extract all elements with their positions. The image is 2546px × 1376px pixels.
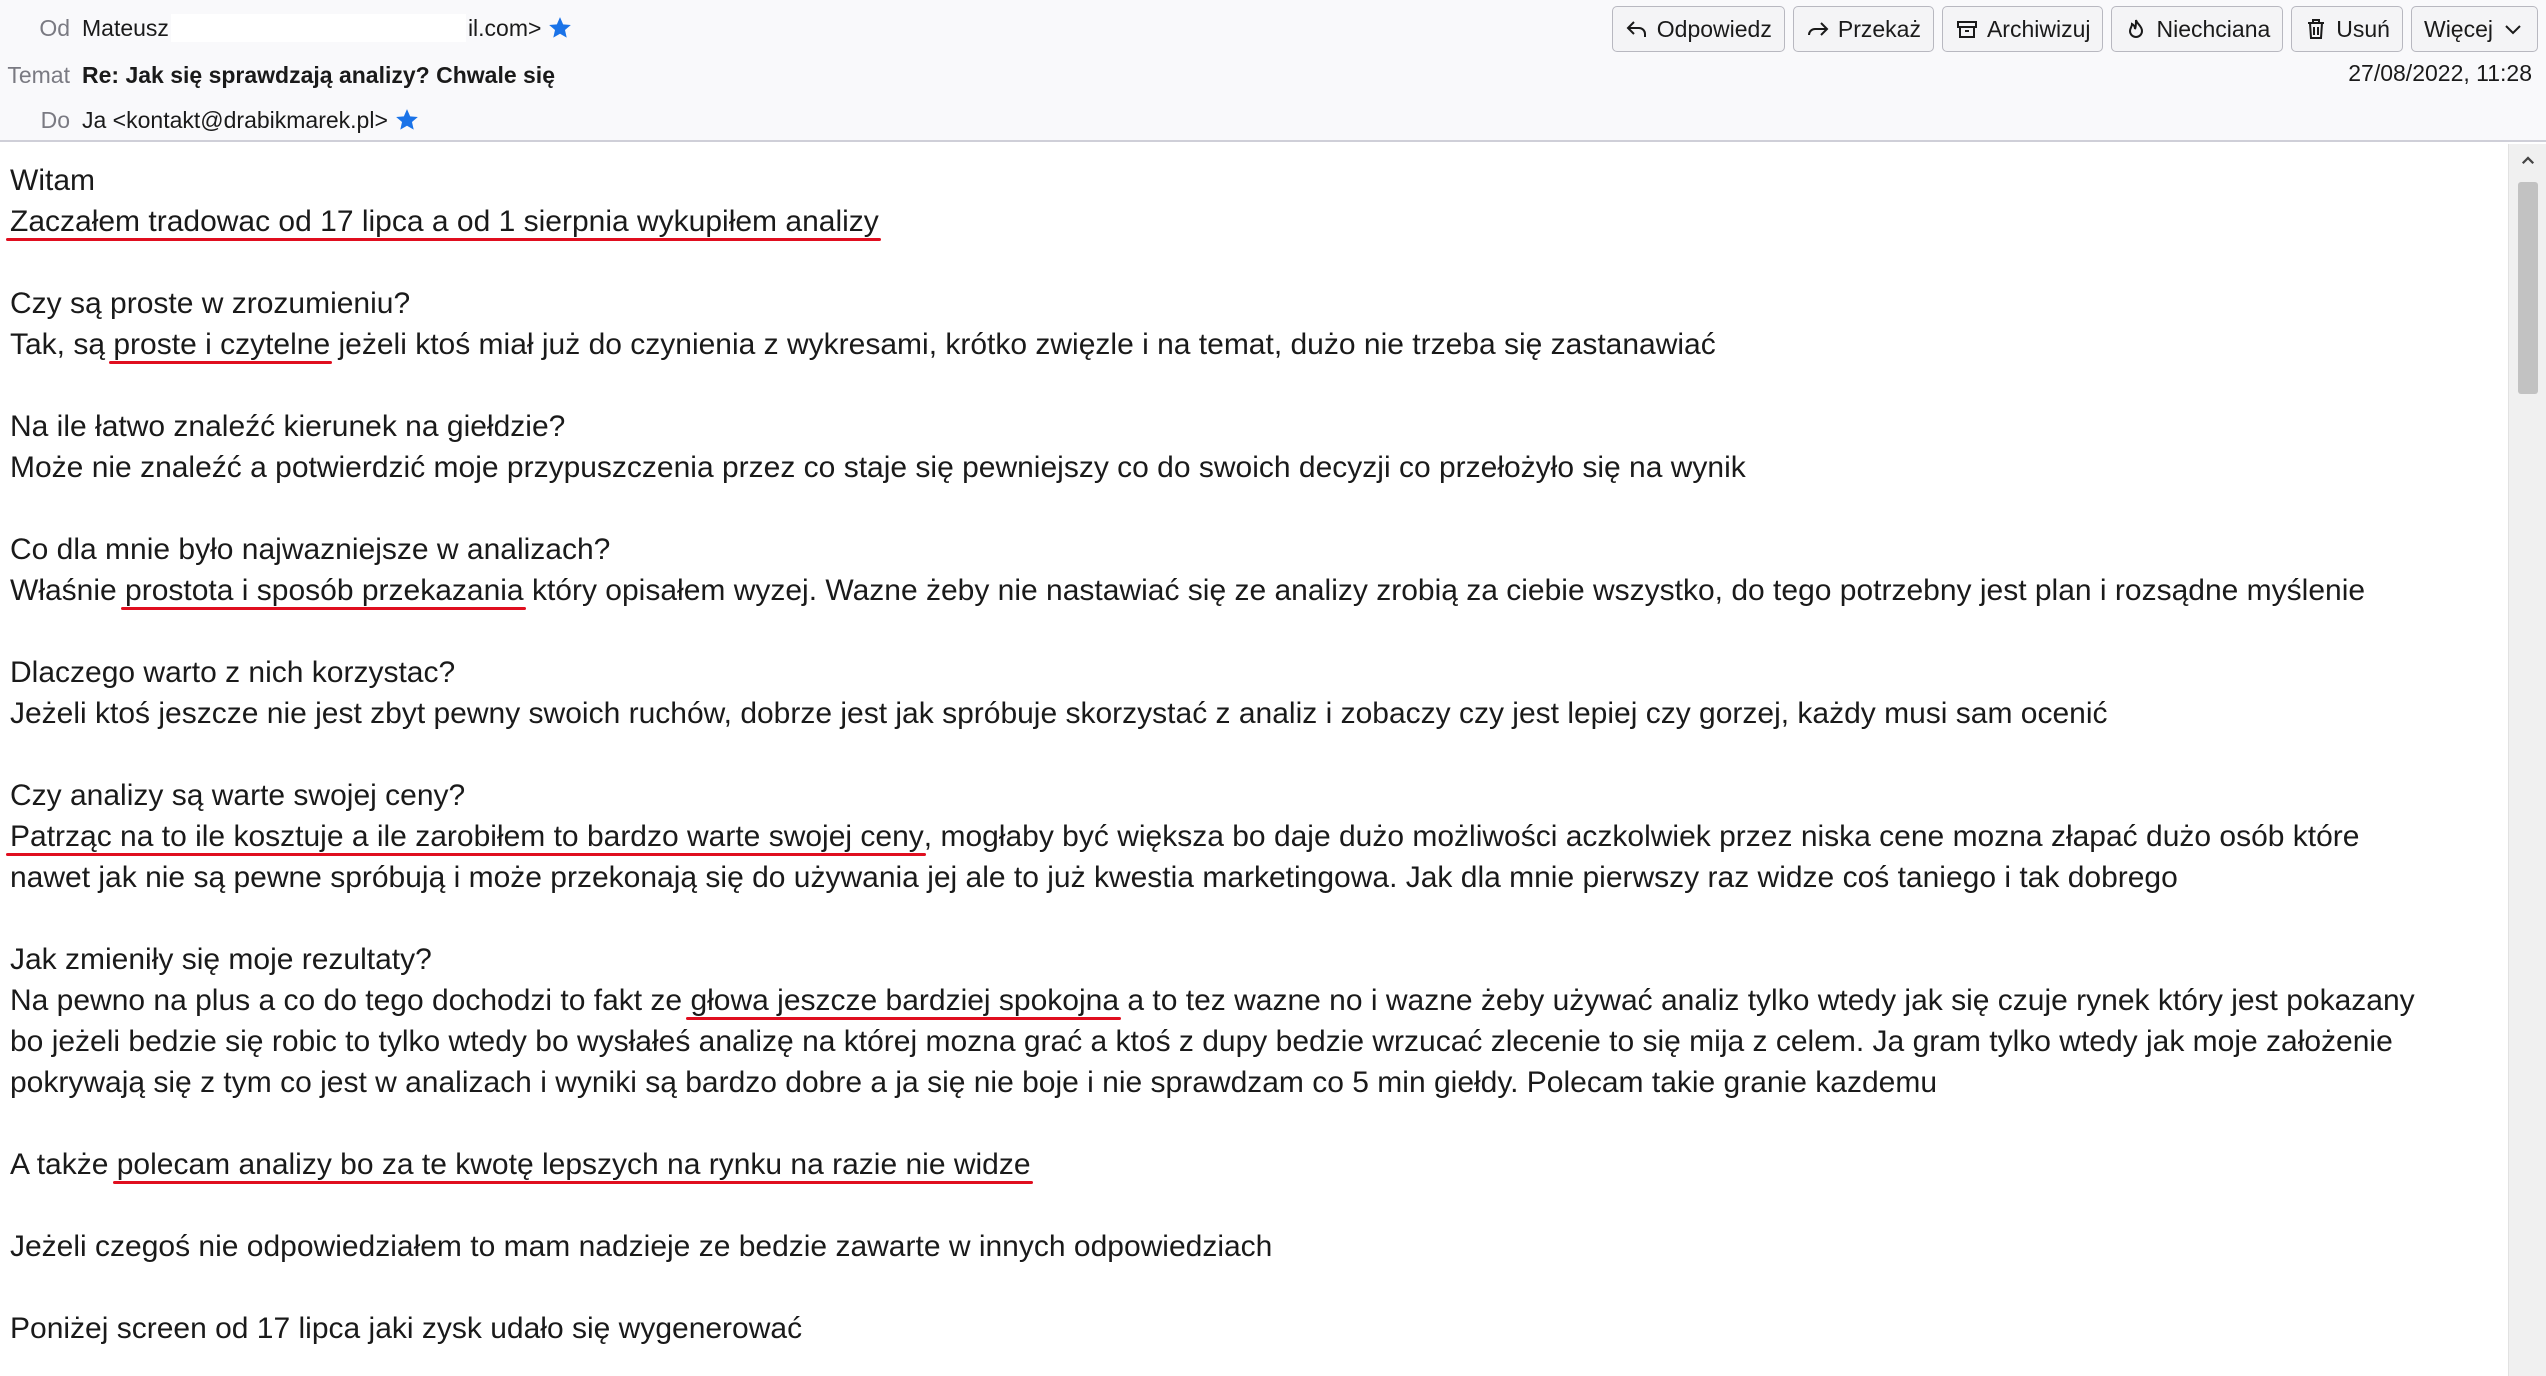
body-line: nawet jak nie są pewne spróbują i może przekonają się do używania jej ale to już kwestia marketingowa. Jak dla mnie pierwszy raz widze coś taniego i tak dobrego: [10, 861, 2178, 894]
to-label: Do: [40, 106, 70, 133]
delete-button[interactable]: [2291, 6, 2403, 52]
text-segment: a to tez wazne no i wazne żeby używać analiz tylko wtedy jak się czuje rynek który jest pokazany: [1119, 984, 2415, 1017]
chevron-up-icon: [2519, 152, 2537, 170]
more-label: Więcej: [2423, 15, 2493, 42]
subject-label: Temat: [7, 61, 70, 88]
from-label: Od: [39, 14, 70, 41]
subject-text: Re: Jak się sprawdzają analizy? Chwale się: [82, 61, 555, 88]
message-text: [10, 160, 2500, 1349]
body-line: [10, 201, 2500, 242]
blank-line: [10, 242, 2500, 283]
text-segment: , mogłaby być większa bo daje dużo możliwości aczkolwiek przez niska cene mozna złapać dużo osób które: [923, 820, 2360, 853]
chevron-down-icon: [2501, 17, 2525, 41]
blank-line: [10, 611, 2500, 652]
scroll-thumb[interactable]: [2518, 182, 2538, 394]
from-name[interactable]: Mateusz: [82, 14, 169, 41]
text-segment: Tak, są: [10, 328, 114, 361]
body-line: Jak zmieniły się moje rezultaty?: [10, 943, 432, 976]
blank-line: [10, 1267, 2500, 1308]
subject-row: [0, 55, 555, 95]
highlighted-text: prostota i sposób przekazania: [125, 570, 524, 611]
reply-button[interactable]: [1612, 6, 1785, 52]
delete-label: Usuń: [2336, 15, 2390, 42]
body-line: bo jeżeli bedzie się robic to tylko wtedy bo wysłałeś analizę na której mozna grać a ktoś z dupy bedzie wrzucać zlecenie to się mija z celem. Ja gram tylko wtedy jak moje założenie: [10, 1025, 2393, 1058]
archive-button[interactable]: [1942, 6, 2104, 52]
highlighted-text: polecam analizy bo za te kwotę lepszych na rynku na razie nie widze: [117, 1144, 1031, 1185]
from-row: [0, 8, 573, 48]
flame-icon: [2124, 17, 2148, 41]
body-line: [10, 1144, 2500, 1185]
blank-line: [10, 898, 2500, 939]
highlighted-text: Patrząc na to ile kosztuje a ile zarobiłem to bardzo warte swojej ceny: [10, 816, 924, 857]
blank-line: [10, 488, 2500, 529]
reply-icon: [1625, 17, 1649, 41]
body-line: [10, 980, 2500, 1021]
highlighted-text: głowa jeszcze bardziej spokojna: [690, 980, 1119, 1021]
junk-button[interactable]: [2111, 6, 2283, 52]
message-header: [0, 0, 2546, 142]
from-email[interactable]: il.com>: [467, 14, 542, 41]
body-line: Może nie znaleźć a potwierdzić moje przypuszczenia przez co staje się pewniejszy co do swoich decyzji co przełożyło się na wynik: [10, 451, 1746, 484]
body-line: Na ile łatwo znaleźć kierunek na giełdzie?: [10, 410, 566, 443]
body-line: Czy są proste w zrozumieniu?: [10, 287, 411, 320]
body-line: Czy analizy są warte swojej ceny?: [10, 779, 466, 812]
forward-label: Przekaż: [1837, 15, 1921, 42]
more-button[interactable]: [2411, 6, 2538, 52]
blank-line: [10, 365, 2500, 406]
archive-label: Archiwizuj: [1986, 15, 2091, 42]
body-line: [10, 816, 2500, 857]
blank-line: [10, 1103, 2500, 1144]
text-segment: Na pewno na plus a co do tego dochodzi to fakt ze: [10, 984, 691, 1017]
blank-line: [10, 1185, 2500, 1226]
body-line: Witam: [10, 164, 95, 197]
body-line: [10, 570, 2500, 611]
blank-line: [10, 734, 2500, 775]
message-toolbar: [1612, 6, 2538, 52]
highlighted-text: Zaczałem tradowac od 17 lipca a od 1 sierpnia wykupiłem analizy: [10, 201, 879, 242]
to-row: [0, 100, 420, 140]
forward-button[interactable]: [1793, 6, 1934, 52]
message-date: 27/08/2022, 11:28: [2348, 60, 2532, 86]
trash-icon: [2304, 17, 2328, 41]
redacted-email: [171, 14, 466, 42]
star-icon[interactable]: [394, 107, 420, 133]
text-segment: Właśnie: [10, 574, 126, 607]
message-body: [0, 144, 2508, 1376]
scroll-up-button[interactable]: [2509, 146, 2546, 176]
text-segment: jeżeli ktoś miał już do czynienia z wykresami, krótko zwięzle i na temat, dużo nie trzeba się zastanawiać: [330, 328, 1716, 361]
text-segment: A także: [10, 1148, 117, 1181]
body-line: Dlaczego warto z nich korzystac?: [10, 656, 456, 689]
body-line: Jeżeli czegoś nie odpowiedziałem to mam nadzieje ze bedzie zawarte w innych odpowiedziach: [10, 1230, 1273, 1263]
body-line: pokrywają się z tym co jest w analizach i wyniki są bardzo dobre a ja się nie boje i nie sprawdzam co 5 min giełdy. Polecam takie granie kazdemu: [10, 1066, 1938, 1099]
reply-label: Odpowiedz: [1656, 15, 1772, 42]
star-icon[interactable]: [547, 15, 573, 41]
junk-label: Niechciana: [2156, 15, 2271, 42]
body-line: Jeżeli ktoś jeszcze nie jest zbyt pewny swoich ruchów, dobrze jest jak spróbuje skorzystać z analiz i zobaczy czy jest lepiej czy gorzej, każdy musi sam ocenić: [10, 697, 2108, 730]
highlighted-text: proste i czytelne: [113, 324, 330, 365]
text-segment: który opisałem wyzej. Wazne żeby nie nastawiać się ze analizy zrobią za ciebie wszystko, do tego potrzebny jest plan i rozsądne myślenie: [523, 574, 2366, 607]
body-line: [10, 324, 2500, 365]
forward-icon: [1806, 17, 1830, 41]
to-address[interactable]: Ja <kontakt@drabikmarek.pl>: [82, 106, 388, 133]
archive-icon: [1955, 17, 1979, 41]
body-line: Co dla mnie było najwazniejsze w analizach?: [10, 533, 611, 566]
body-line: Poniżej screen od 17 lipca jaki zysk udało się wygenerować: [10, 1312, 803, 1345]
vertical-scrollbar[interactable]: [2508, 144, 2546, 1376]
